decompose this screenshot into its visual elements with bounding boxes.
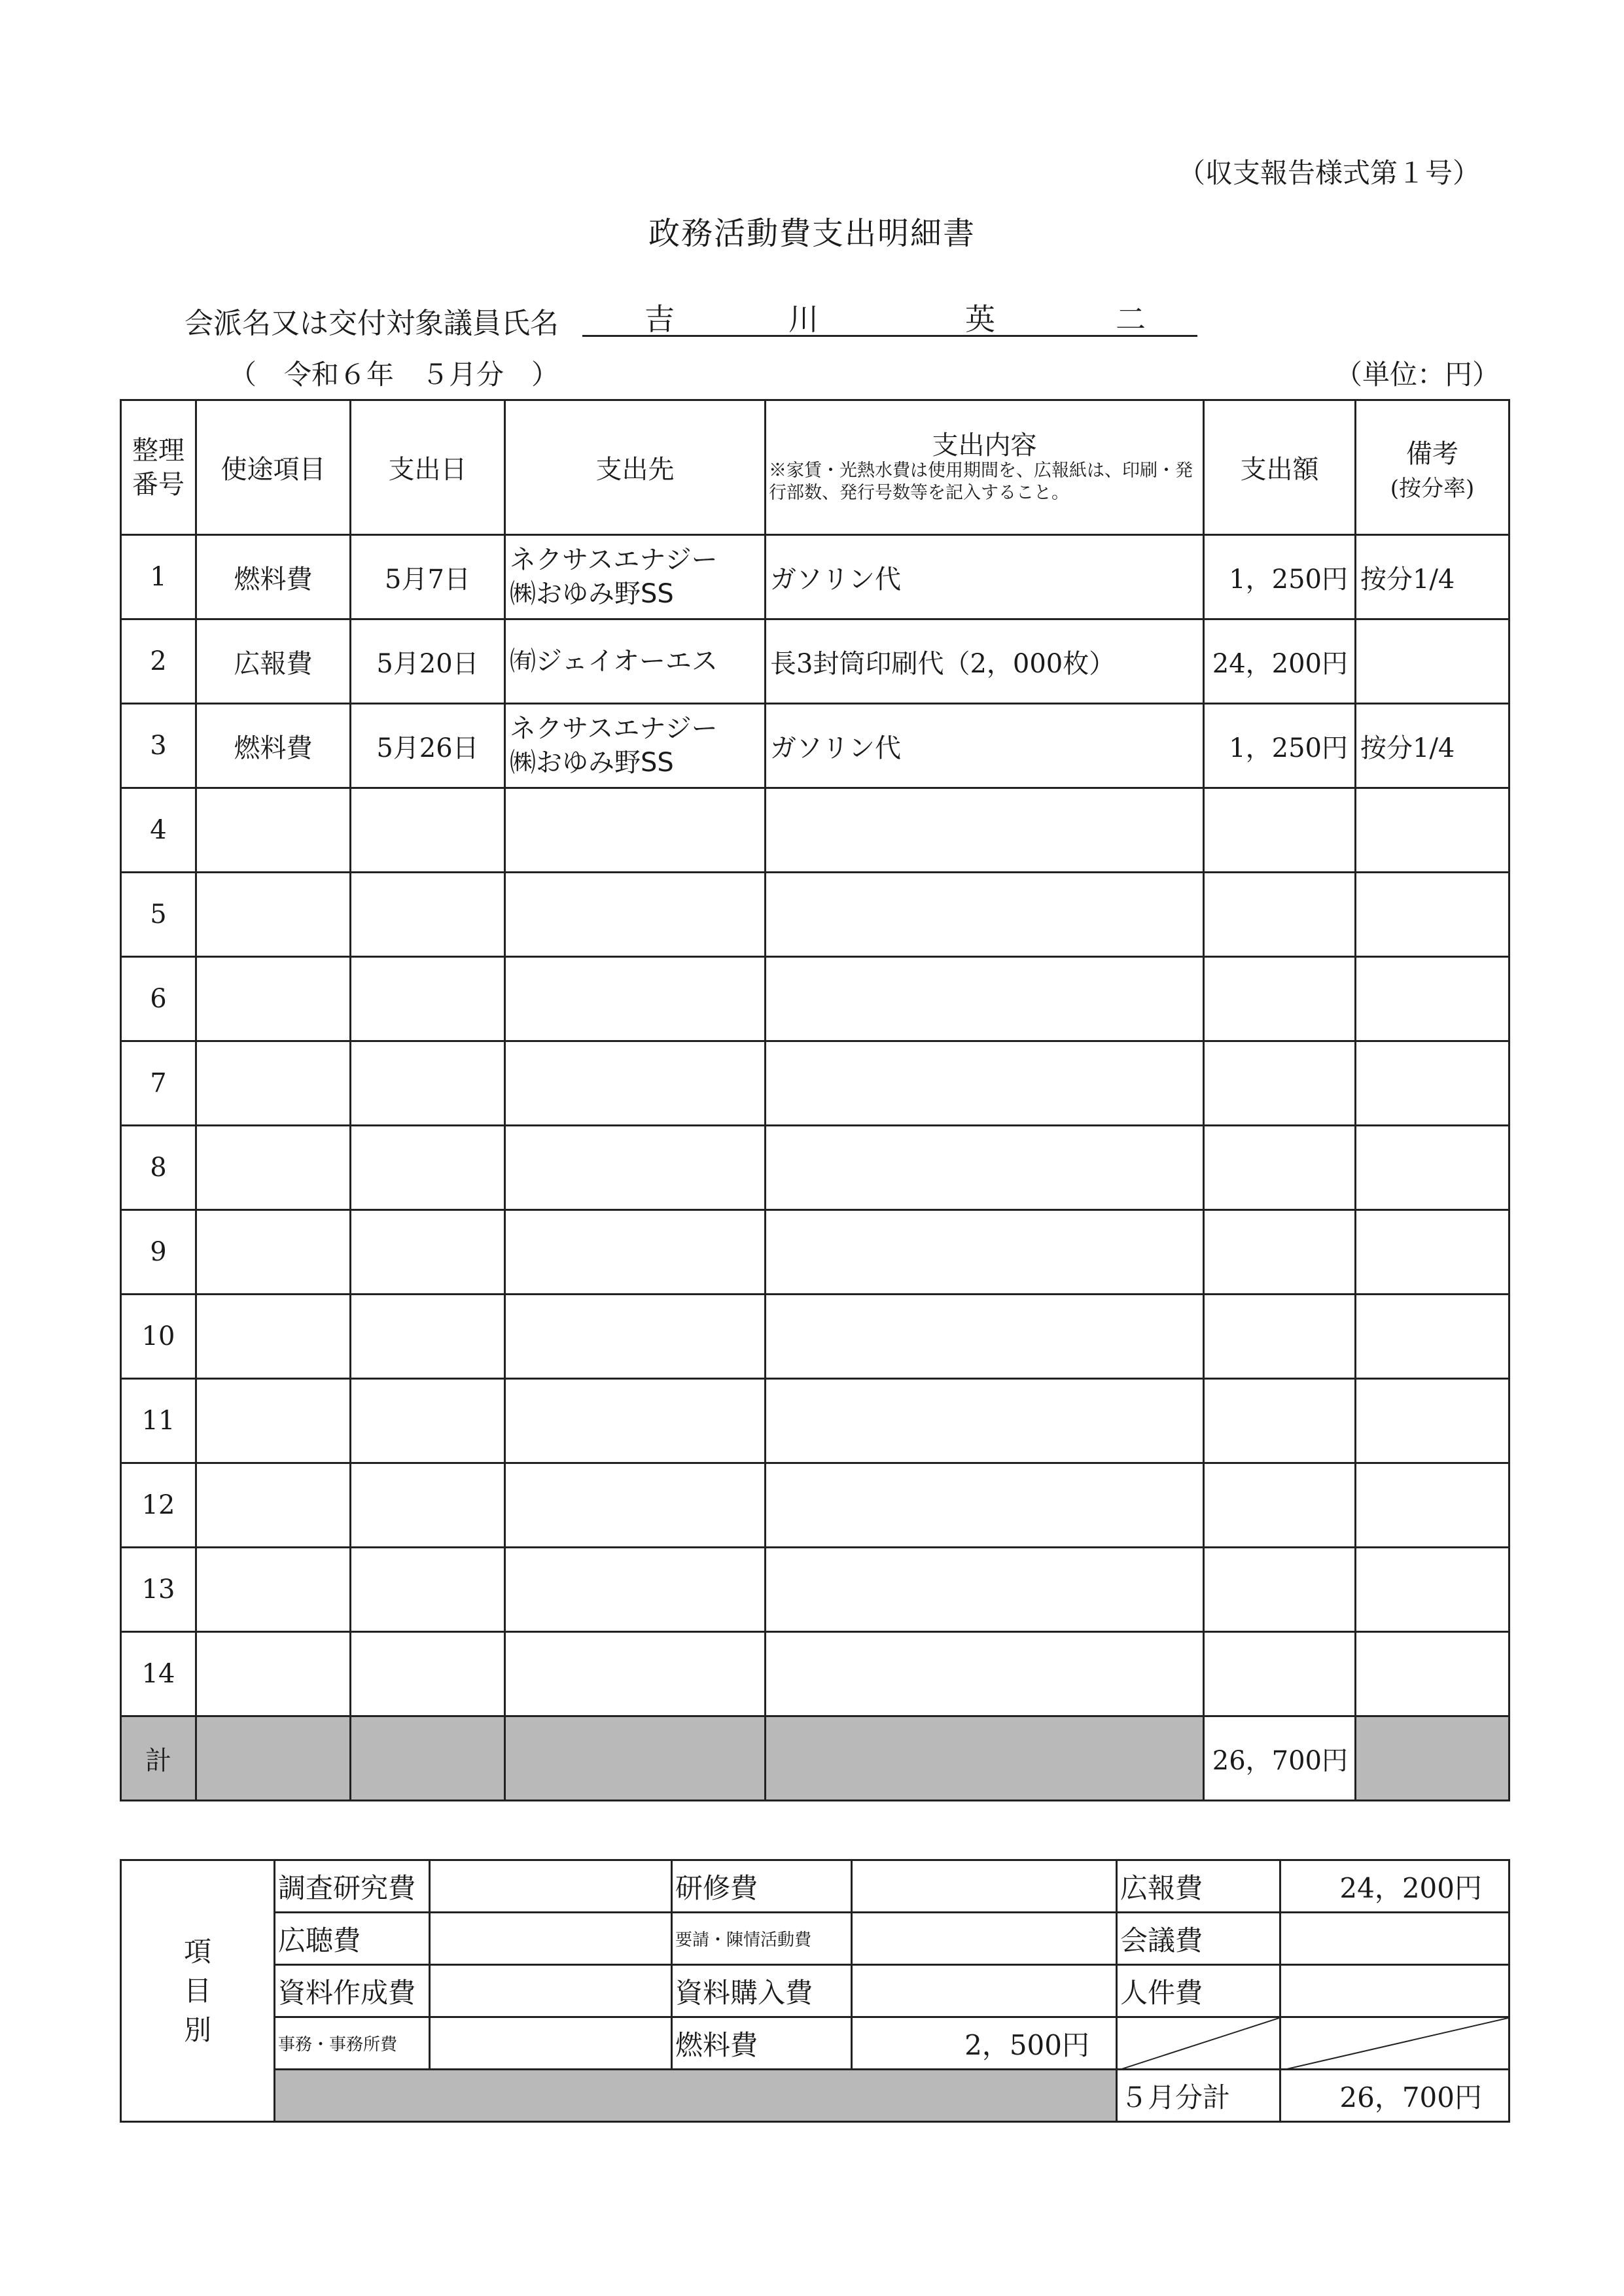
row-date — [351, 1126, 505, 1210]
row-remarks: 按分1/4 — [1356, 704, 1509, 788]
row-no: 6 — [121, 957, 196, 1041]
summary-item-value — [1280, 1965, 1509, 2017]
row-content — [766, 1210, 1204, 1295]
name-char: 川 — [788, 302, 819, 337]
table-row — [121, 1379, 1509, 1463]
row-payee — [505, 1295, 766, 1379]
table-row — [121, 1126, 1509, 1210]
row-date — [351, 1295, 505, 1379]
row-payee — [505, 1210, 766, 1295]
row-no: 4 — [121, 788, 196, 873]
row-no: 13 — [121, 1548, 196, 1632]
name-underline — [582, 335, 1197, 337]
row-date — [351, 1548, 505, 1632]
row-no: 11 — [121, 1379, 196, 1463]
summary-row — [121, 1913, 1509, 1965]
name-char: 英 — [965, 302, 995, 337]
row-use — [196, 1379, 351, 1463]
table-header-row — [121, 400, 1509, 535]
row-content: 長3封筒印刷代（2，000枚） — [766, 619, 1204, 704]
row-date — [351, 873, 505, 957]
summary-item-label: 燃料費 — [672, 2017, 852, 2070]
header-date: 支出日 — [351, 400, 505, 535]
row-payee: ネクサスエナジー ㈱おゆみ野SS — [505, 704, 766, 788]
row-amount — [1204, 1295, 1356, 1379]
row-no: 2 — [121, 619, 196, 704]
row-use: 燃料費 — [196, 535, 351, 619]
summary-item-label: 資料購入費 — [672, 1965, 852, 2017]
row-amount — [1204, 873, 1356, 957]
total-row — [121, 1716, 1509, 1801]
summary-item-value — [852, 1860, 1117, 1913]
row-date — [351, 1041, 505, 1126]
row-content — [766, 1295, 1204, 1379]
header-content: 支出内容 ※家賃・光熱水費は使用期間を、広報紙は、印刷・発行部数、発行号数等を記入すること。 — [766, 400, 1204, 535]
row-use — [196, 1463, 351, 1548]
row-remarks — [1356, 873, 1509, 957]
summary-row — [121, 1860, 1509, 1913]
row-use — [196, 957, 351, 1041]
header-payee: 支出先 — [505, 400, 766, 535]
row-date — [351, 1379, 505, 1463]
row-use — [196, 1548, 351, 1632]
row-amount — [1204, 957, 1356, 1041]
row-remarks — [1356, 1379, 1509, 1463]
summary-item-label: 事務・事務所費 — [275, 2017, 430, 2070]
row-use — [196, 1632, 351, 1716]
table-row — [121, 1295, 1509, 1379]
header-remarks: 備考 (按分率) — [1356, 400, 1509, 535]
total-label: 計 — [121, 1716, 196, 1801]
expense-table — [120, 399, 1510, 1801]
table-row — [121, 619, 1509, 704]
row-date — [351, 1463, 505, 1548]
row-use: 燃料費 — [196, 704, 351, 788]
row-amount — [1204, 1632, 1356, 1716]
row-content — [766, 1379, 1204, 1463]
summary-item-label: 広報費 — [1117, 1860, 1280, 1913]
row-content — [766, 1548, 1204, 1632]
row-no: 1 — [121, 535, 196, 619]
row-amount: 1，250円 — [1204, 704, 1356, 788]
row-amount — [1204, 1548, 1356, 1632]
row-content — [766, 788, 1204, 873]
row-payee — [505, 788, 766, 873]
row-no: 5 — [121, 873, 196, 957]
row-amount — [1204, 1041, 1356, 1126]
row-no: 9 — [121, 1210, 196, 1295]
row-amount: 1，250円 — [1204, 535, 1356, 619]
row-use — [196, 873, 351, 957]
row-use — [196, 1126, 351, 1210]
row-amount — [1204, 1379, 1356, 1463]
summary-item-value — [1280, 1913, 1509, 1965]
summary-item-value — [430, 2017, 672, 2070]
table-row — [121, 704, 1509, 788]
row-no: 7 — [121, 1041, 196, 1126]
row-content: ガソリン代 — [766, 535, 1204, 619]
summary-item-label: 広聴費 — [275, 1913, 430, 1965]
summary-item-label: 研修費 — [672, 1860, 852, 1913]
diagonal-cell — [1117, 2017, 1280, 2070]
table-row — [121, 788, 1509, 873]
row-content — [766, 1041, 1204, 1126]
row-remarks — [1356, 1041, 1509, 1126]
row-remarks — [1356, 957, 1509, 1041]
table-row — [121, 1463, 1509, 1548]
name-char: 吉 — [644, 302, 675, 337]
row-date — [351, 788, 505, 873]
row-use — [196, 788, 351, 873]
row-content — [766, 1463, 1204, 1548]
summary-row — [121, 1965, 1509, 2017]
header-no: 整理 番号 — [121, 400, 196, 535]
table-row — [121, 1632, 1509, 1716]
row-content — [766, 873, 1204, 957]
row-remarks — [1356, 1210, 1509, 1295]
summary-item-value: 24，200円 — [1280, 1860, 1509, 1913]
name-label: 会派名又は交付対象議員氏名 — [185, 307, 559, 340]
row-date — [351, 1632, 505, 1716]
page-title: 政務活動費支出明細書 — [648, 215, 976, 252]
header-use: 使途項目 — [196, 400, 351, 535]
header-amount: 支出額 — [1204, 400, 1356, 535]
row-remarks — [1356, 619, 1509, 704]
row-date: 5月26日 — [351, 704, 505, 788]
summary-item-label: 会議費 — [1117, 1913, 1280, 1965]
month-total-value: 26，700円 — [1280, 2070, 1509, 2122]
row-amount: 24，200円 — [1204, 619, 1356, 704]
row-payee — [505, 1379, 766, 1463]
row-payee — [505, 1041, 766, 1126]
row-content — [766, 1126, 1204, 1210]
row-date — [351, 957, 505, 1041]
row-remarks — [1356, 1632, 1509, 1716]
table-row — [121, 1548, 1509, 1632]
row-date — [351, 1210, 505, 1295]
row-remarks — [1356, 1295, 1509, 1379]
row-remarks — [1356, 1548, 1509, 1632]
row-use — [196, 1041, 351, 1126]
summary-side-label: 項 目 別 — [121, 1860, 275, 2122]
row-payee — [505, 957, 766, 1041]
row-no: 10 — [121, 1295, 196, 1379]
row-use — [196, 1295, 351, 1379]
total-amount: 26，700円 — [1204, 1716, 1356, 1801]
summary-item-value — [852, 1913, 1117, 1965]
summary-item-label: 資料作成費 — [275, 1965, 430, 2017]
row-content: ガソリン代 — [766, 704, 1204, 788]
row-payee: ネクサスエナジー ㈱おゆみ野SS — [505, 535, 766, 619]
row-no: 8 — [121, 1126, 196, 1210]
period-label: （ 令和６年 ５月分 ） — [229, 358, 559, 391]
row-content — [766, 1632, 1204, 1716]
row-date: 5月20日 — [351, 619, 505, 704]
row-use: 広報費 — [196, 619, 351, 704]
table-row — [121, 873, 1509, 957]
summary-item-value: 2，500円 — [852, 2017, 1117, 2070]
row-payee — [505, 873, 766, 957]
row-payee — [505, 1463, 766, 1548]
row-no: 14 — [121, 1632, 196, 1716]
row-no: 3 — [121, 704, 196, 788]
unit-label: （単位：円） — [1335, 358, 1500, 391]
form-number: （収支報告様式第１号） — [1178, 157, 1481, 189]
row-payee — [505, 1632, 766, 1716]
row-payee — [505, 1548, 766, 1632]
summary-item-value — [430, 1965, 672, 2017]
table-row — [121, 1041, 1509, 1126]
name-char: 二 — [1116, 302, 1146, 337]
summary-item-value — [852, 1965, 1117, 2017]
month-total-label: ５月分計 — [1117, 2070, 1280, 2122]
diagonal-cell — [1280, 2017, 1509, 2070]
row-date: 5月7日 — [351, 535, 505, 619]
row-remarks — [1356, 1463, 1509, 1548]
summary-table — [120, 1859, 1510, 2123]
summary-total-row — [121, 2070, 1509, 2122]
table-row — [121, 535, 1509, 619]
row-payee: ㈲ジェイオーエス — [505, 619, 766, 704]
row-amount — [1204, 1126, 1356, 1210]
summary-row — [121, 2017, 1509, 2070]
summary-item-value — [430, 1913, 672, 1965]
row-amount — [1204, 1210, 1356, 1295]
table-row — [121, 1210, 1509, 1295]
row-remarks: 按分1/4 — [1356, 535, 1509, 619]
row-content — [766, 957, 1204, 1041]
row-remarks — [1356, 788, 1509, 873]
summary-item-label: 要請・陳情活動費 — [672, 1913, 852, 1965]
row-payee — [505, 1126, 766, 1210]
row-use — [196, 1210, 351, 1295]
row-amount — [1204, 1463, 1356, 1548]
row-no: 12 — [121, 1463, 196, 1548]
summary-item-value — [430, 1860, 672, 1913]
summary-item-label: 調査研究費 — [275, 1860, 430, 1913]
summary-item-label: 人件費 — [1117, 1965, 1280, 2017]
row-amount — [1204, 788, 1356, 873]
table-row — [121, 957, 1509, 1041]
row-remarks — [1356, 1126, 1509, 1210]
